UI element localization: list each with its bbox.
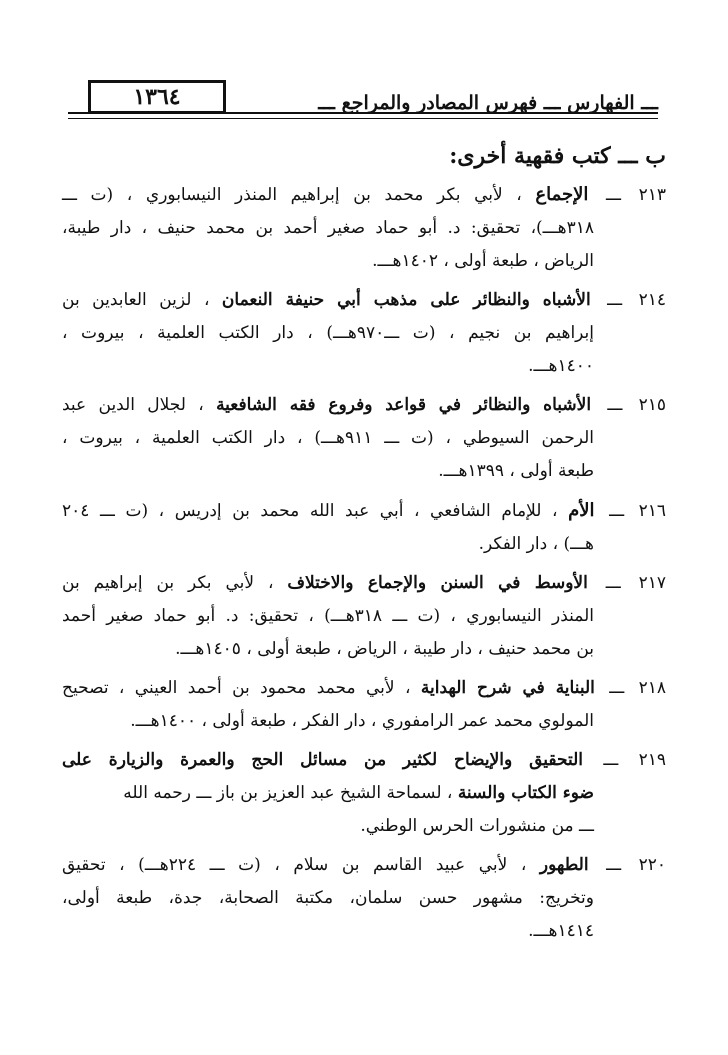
- page-header: [68, 78, 658, 126]
- section-heading: ب ـــ كتب فقهية أخرى:: [449, 143, 666, 169]
- entry-title: الإجماع: [535, 184, 589, 205]
- entry-text: وتخريج: مشهور حسن سلمان، مكتبة الصحابة، جدة، طبعة أولى،: [62, 888, 594, 908]
- bibliography-entry: [62, 849, 666, 948]
- running-title: ـــ الفهارس ـــ فهرس المصادر والمراجع ـــ: [318, 92, 658, 114]
- entry-title: التحقيق والإيضاح لكثير من مسائل الحج والعمرة والزيارة على: [62, 750, 583, 770]
- entry-first-line: ٢١٥ ـــ الأشباه والنظائر في قواعد وفروع فقه الشافعية ، لجلال الدين عبد: [62, 395, 667, 415]
- entry-number: ٢٢٠: [638, 855, 667, 875]
- bibliography-content: [62, 138, 666, 954]
- entry-text: هـــ) ، دار الفكر.: [478, 534, 594, 554]
- entry-first-line: ٢١٦ ـــ الأم ، للإمام الشافعي ، أبي عبد الله محمد بن إدريس ، (ت ـــ ٢٠٤: [62, 500, 667, 521]
- entry-number: ٢١٥: [638, 395, 667, 415]
- page-number: ١٣٦٤: [88, 80, 226, 114]
- bibliography-entry: [62, 284, 666, 383]
- entry-text: إبراهيم بن نجيم ، (ت ـــ٩٧٠هـــ) ، دار الكتب العلمية ، بيروت ،: [62, 323, 595, 343]
- entry-text: ، لجلال الدين عبد: [62, 395, 204, 415]
- entry-title: الأشباه والنظائر في قواعد وفروع فقه الشافعية: [216, 395, 592, 415]
- entry-first-line: ٢١٨ ـــ البناية في شرح الهداية ، لأبي محمد محمود بن أحمد العيني ، تصحيح: [62, 678, 667, 698]
- entry-first-line: ٢١٣ ـــ الإجماع ، لأبي بكر محمد بن إبراهيم المنذر النيسابوري ، (ت ـــ: [62, 184, 667, 205]
- entry-text: ، لأبي عبيد القاسم بن سلام ، (ت ـــ ٢٢٤هـــ) ، تحقيق: [62, 855, 527, 875]
- entry-second-line: [62, 777, 666, 810]
- entry-text: طبعة أولى ، ١٣٩٩هـــ.: [438, 461, 594, 481]
- entry-text: الرياض ، طبعة أولى ، ١٤٠٢هـــ.: [372, 251, 594, 271]
- entry-title: الأوسط في السنن والإجماع والاختلاف: [287, 573, 588, 593]
- bibliography-entry: [62, 672, 666, 738]
- entry-first-line: ٢١٧ ـــ الأوسط في السنن والإجماع والاختلاف ، لأبي بكر بن إبراهيم بن: [62, 573, 667, 593]
- entry-text: بن محمد حنيف ، دار طيبة ، الرياض ، طبعة أولى ، ١٤٠٥هـــ.: [175, 639, 594, 659]
- bibliography-entry: [62, 178, 666, 278]
- entry-text: المولوي محمد عمر الرامفوري ، دار الفكر ، طبعة أولى ، ١٤٠٠هـــ.: [130, 711, 594, 731]
- entry-number: ٢١٦: [638, 501, 667, 521]
- entry-number: ٢١٤: [638, 290, 667, 310]
- entry-text: ، لأبي بكر بن إبراهيم بن: [62, 573, 274, 593]
- entry-text: الرحمن السيوطي ، (ت ـــ ٩١١هـــ) ، دار الكتب العلمية ، بيروت ،: [62, 428, 595, 448]
- entry-text: المنذر النيسابوري ، (ت ـــ ٣١٨هـــ) ، تحقيق: د. أبو حماد صغير أحمد: [62, 606, 594, 626]
- entry-title: البناية في شرح الهداية: [420, 678, 595, 698]
- entry-text: ـــ من منشورات الحرس الوطني.: [360, 816, 594, 836]
- bibliography-entry: [62, 744, 666, 843]
- entry-title-continued: ضوء الكتاب والسنة: [457, 783, 594, 803]
- entry-text: ، للإمام الشافعي ، أبي عبد الله محمد بن إدريس ، (ت ـــ ٢٠٤: [62, 501, 558, 521]
- bibliography-entry: [62, 494, 666, 561]
- entry-text: ٣١٨هـــ)، تحقيق: د. أبو حماد صغير أحمد بن محمد حنيف ، دار طيبة،: [62, 218, 594, 238]
- entry-number: ٢١٣: [638, 185, 667, 205]
- entry-text: ١٤٠٠هـــ.: [528, 356, 594, 376]
- entry-text: ١٤١٤هـــ.: [528, 921, 594, 941]
- entry-text: ، لزين العابدين بن: [62, 290, 210, 310]
- entry-number: ٢١٨: [638, 678, 667, 698]
- entry-title: الأم: [568, 500, 595, 521]
- entry-title: الطهور: [539, 855, 589, 875]
- bibliography-entry: [62, 567, 666, 666]
- entry-number: ٢١٩: [638, 750, 666, 770]
- entry-first-line: ٢١٤ ـــ الأشباه والنظائر على مذهب أبي حنيفة النعمان ، لزين العابدين بن: [62, 290, 667, 310]
- entry-text: ، لأبي محمد محمود بن أحمد العيني ، تصحيح: [62, 678, 411, 698]
- entry-first-line: ٢٢٠ ـــ الطهور ، لأبي عبيد القاسم بن سلام ، (ت ـــ ٢٢٤هـــ) ، تحقيق: [62, 855, 667, 875]
- entry-first-line: ٢١٩ ـــ التحقيق والإيضاح لكثير من مسائل الحج والعمرة والزيارة على: [62, 750, 666, 770]
- header-rule-thin: [68, 118, 658, 119]
- entry-text: ، لأبي بكر محمد بن إبراهيم المنذر النيسابوري ، (ت ـــ: [62, 185, 522, 205]
- header-rule: [68, 112, 658, 114]
- bibliography-entry: [62, 389, 666, 488]
- entry-number: ٢١٧: [638, 573, 667, 593]
- entry-text: ، لسماحة الشيخ عبد العزيز بن باز ـــ رحمه الله: [123, 783, 453, 803]
- entry-title: الأشباه والنظائر على مذهب أبي حنيفة النعمان: [221, 290, 591, 310]
